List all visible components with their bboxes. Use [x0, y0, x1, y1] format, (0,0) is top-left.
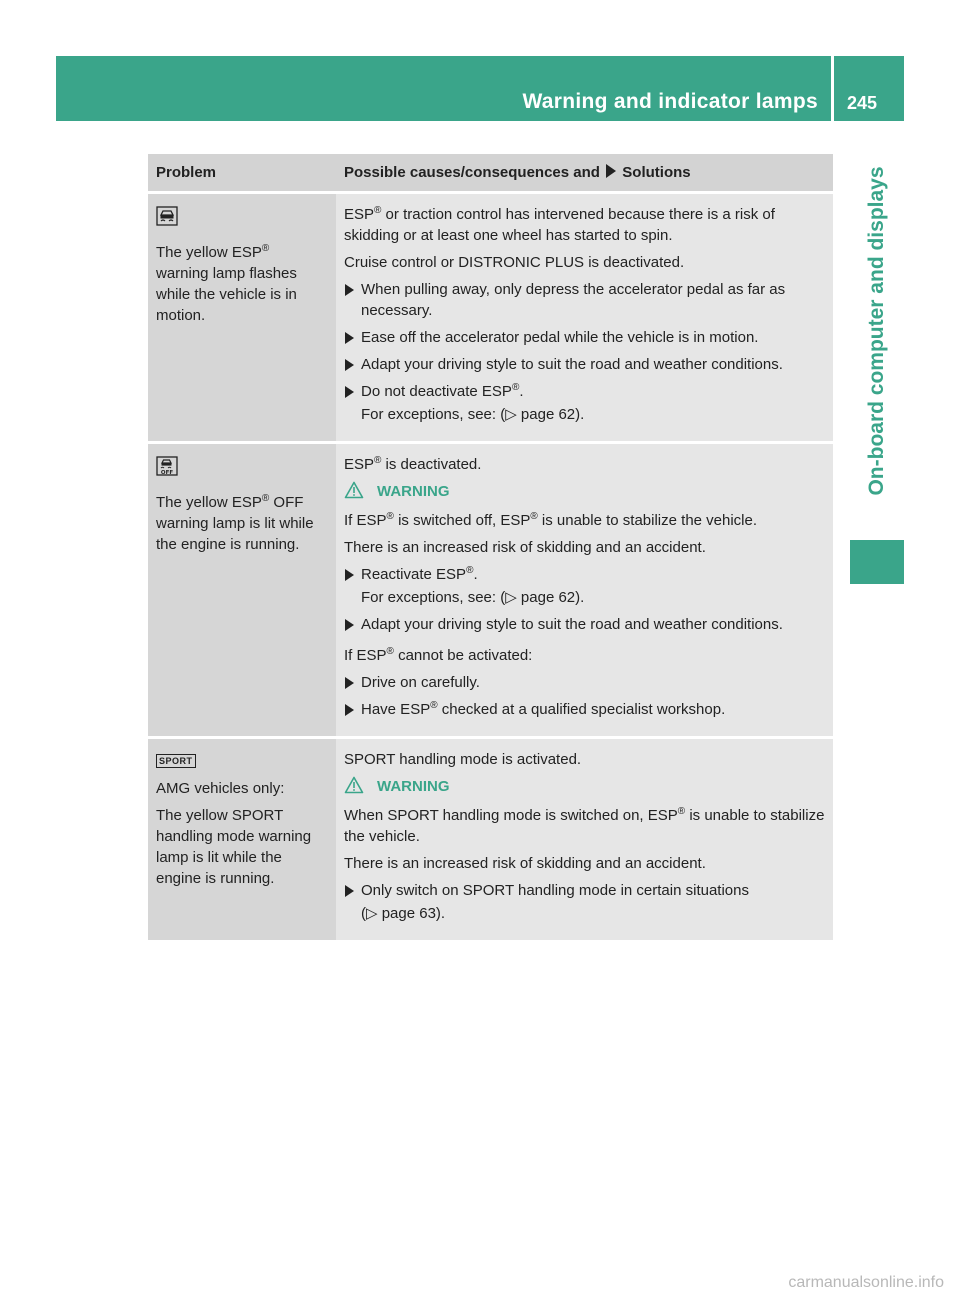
instruction-step: Only switch on SPORT handling mode in certain situations — [344, 880, 825, 901]
page-reference[interactable]: For exceptions, see: (▷ page 62). — [361, 406, 585, 423]
column-header-solutions-pre: Possible causes/consequences and — [344, 164, 600, 181]
warning-text: If ESP® is switched off, ESP® is unable to stabilize the vehicle. — [344, 511, 758, 529]
arrow-right-icon — [345, 332, 354, 344]
warning-heading: WARNING — [344, 481, 825, 502]
instruction-step: Have ESP® checked at a qualified specialist workshop. — [344, 699, 825, 720]
esp-skid-icon — [156, 206, 328, 232]
problem-text: AMG vehicles only: — [156, 780, 285, 797]
table-row — [148, 443, 833, 738]
column-header-solutions — [336, 154, 833, 193]
arrow-right-icon — [345, 619, 354, 631]
instruction-step: When pulling away, only depress the accelerator pedal as far as necessary. — [344, 279, 825, 321]
warning-lamps-table — [148, 154, 833, 943]
side-chapter-marker — [850, 540, 904, 584]
solution-text: If ESP® cannot be activated: — [344, 646, 533, 664]
arrow-right-icon — [345, 885, 354, 897]
instruction-step: Ease off the accelerator pedal while the vehicle is in motion. — [344, 327, 825, 348]
table-header-row — [148, 154, 833, 193]
table-row — [148, 738, 833, 942]
table-row — [148, 193, 833, 443]
warning-text: There is an increased risk of skidding and an accident. — [344, 539, 706, 556]
problem-text: The yellow SPORT handling mode warning lamp is lit while the engine is running. — [156, 807, 312, 887]
page-reference[interactable]: (▷ page 63). — [361, 905, 446, 922]
instruction-step: Reactivate ESP®. — [344, 564, 825, 585]
column-header-solutions-post: Solutions — [622, 164, 691, 181]
page-reference[interactable]: For exceptions, see: (▷ page 62). — [361, 589, 585, 606]
solution-text: ESP® is deactivated. — [344, 455, 482, 473]
warning-triangle-icon — [344, 481, 364, 499]
watermark-link[interactable]: carmanualsonline.info — [788, 1274, 944, 1291]
instruction-step: Adapt your driving style to suit the road and weather conditions. — [344, 614, 825, 635]
solution-text: Cruise control or DISTRONIC PLUS is deactivated. — [344, 254, 685, 271]
header-divider — [831, 56, 834, 121]
problem-cell — [148, 443, 336, 738]
warning-heading: WARNING — [344, 776, 825, 797]
problem-text: The yellow ESP® warning lamp flashes while the vehicle is in motion. — [156, 243, 297, 324]
sport-mode-icon: SPORT — [156, 754, 196, 768]
instruction-step: Do not deactivate ESP®. — [344, 381, 825, 402]
side-chapter-label: On-board computer and displays — [865, 165, 888, 496]
solution-cell — [336, 443, 833, 738]
esp-off-icon — [156, 456, 328, 482]
header-bar — [56, 56, 904, 121]
arrow-right-icon — [345, 359, 354, 371]
problem-cell — [148, 193, 336, 443]
arrow-right-icon — [345, 569, 354, 581]
arrow-right-icon — [345, 677, 354, 689]
side-chapter-tab — [850, 132, 904, 529]
page-number: 245 — [846, 93, 877, 113]
solution-cell — [336, 738, 833, 942]
instruction-step: Drive on carefully. — [344, 672, 825, 693]
arrow-right-icon — [345, 386, 354, 398]
arrow-right-icon — [345, 284, 354, 296]
problem-cell — [148, 738, 336, 942]
page-title: Warning and indicator lamps — [522, 90, 818, 113]
solution-text: SPORT handling mode is activated. — [344, 751, 582, 768]
warning-text: When SPORT handling mode is switched on, ESP® is unable to stabilize the vehicle. — [344, 806, 825, 845]
warning-text: There is an increased risk of skidding and an accident. — [344, 855, 706, 872]
instruction-step: Adapt your driving style to suit the road and weather conditions. — [344, 354, 825, 375]
problem-text: The yellow ESP® OFF warning lamp is lit while the engine is running. — [156, 493, 314, 553]
arrow-right-icon — [345, 704, 354, 716]
column-header-problem: Problem — [148, 154, 336, 193]
arrow-right-icon — [606, 164, 616, 178]
warning-triangle-icon — [344, 776, 364, 794]
solution-cell — [336, 193, 833, 443]
solution-text: ESP® or traction control has intervened because there is a risk of skidding or at least one wheel has started to spin. — [344, 205, 775, 244]
svg-text:OFF: OFF — [160, 470, 174, 476]
